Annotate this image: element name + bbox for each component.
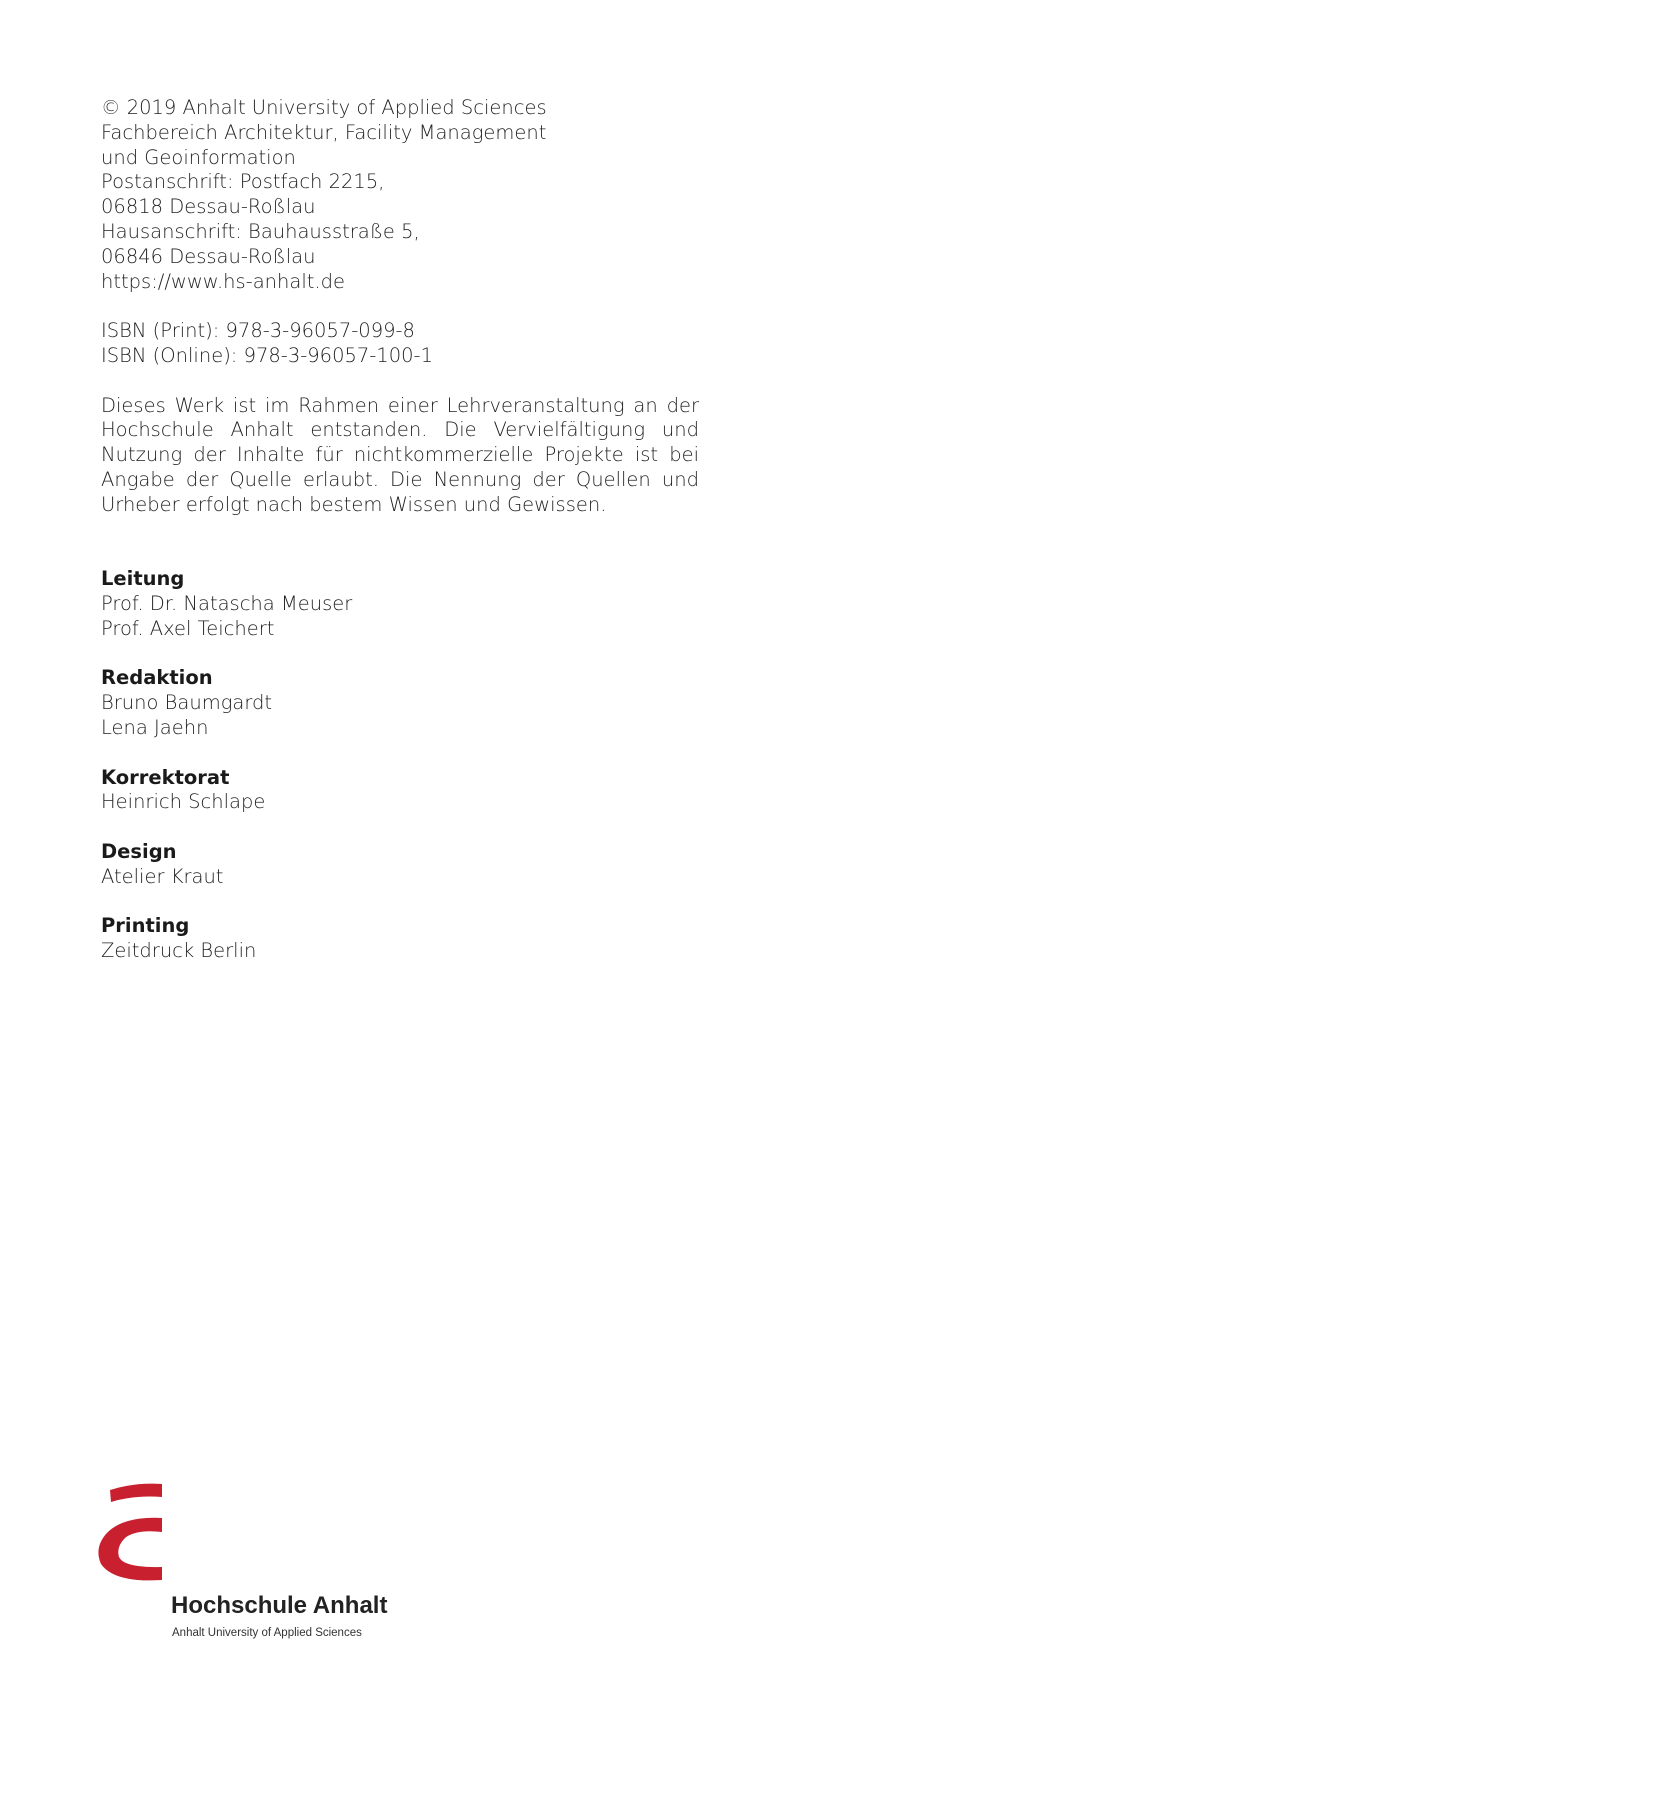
- hochschule-anhalt-logo-icon: [98, 1482, 168, 1586]
- credit-group-printing: [101, 914, 699, 964]
- logo-wordmark: Hochschule Anhalt: [171, 1592, 388, 1619]
- credit-heading: Redaktion: [101, 666, 213, 690]
- department-line-cont: und Geoinformation: [101, 145, 296, 169]
- credit-name: Prof. Dr. Natascha Meuser: [101, 591, 353, 615]
- street-city-line: 06846 Dessau-Roßlau: [101, 244, 316, 268]
- credit-group-korrektorat: [101, 766, 699, 816]
- department-line: Fachbereich Architektur, Facility Management: [101, 120, 547, 144]
- logo-tagline: Anhalt University of Applied Sciences: [172, 1627, 362, 1639]
- credit-group-leitung: [101, 567, 699, 641]
- isbn-print: ISBN (Print): 978-3-96057-099-8: [101, 319, 415, 343]
- isbn-block: [101, 319, 699, 369]
- credit-name: Bruno Baumgardt: [101, 691, 273, 715]
- credit-heading: Korrektorat: [101, 765, 230, 789]
- website-link[interactable]: https://www.hs-anhalt.de: [101, 269, 345, 293]
- street-address-line: Hausanschrift: Bauhausstraße 5,: [101, 219, 420, 243]
- credit-name: Lena Jaehn: [101, 715, 209, 739]
- imprint-block: [101, 96, 699, 964]
- credit-heading: Printing: [101, 914, 190, 938]
- credit-group-design: [101, 840, 699, 890]
- credit-heading: Design: [101, 839, 177, 863]
- credit-name: Heinrich Schlape: [101, 790, 266, 814]
- credit-heading: Leitung: [101, 567, 185, 591]
- publisher-address: [101, 96, 699, 294]
- credit-group-redaktion: [101, 666, 699, 740]
- credit-name: Zeitdruck Berlin: [101, 939, 257, 963]
- university-logo: [98, 1482, 418, 1652]
- credit-name: Prof. Axel Teichert: [101, 616, 275, 640]
- postal-address-line: Postanschrift: Postfach 2215,: [101, 170, 385, 194]
- usage-notice: Dieses Werk ist im Rahmen einer Lehrveranstaltung an der Hochschule Anhalt entstanden. Die Vervielfältigung und Nutzung der Inhalte für nichtkommerzielle Projekte ist bei Angabe der Quelle erlaubt. Die Nennung der Quellen und Urheber erfolgt nach bestem Wissen und Gewissen.: [101, 393, 699, 516]
- credit-name: Atelier Kraut: [101, 864, 224, 888]
- credits: [101, 567, 699, 964]
- isbn-online: ISBN (Online): 978-3-96057-100-1: [101, 343, 433, 367]
- postal-city-line: 06818 Dessau-Roßlau: [101, 195, 316, 219]
- copyright-line: © 2019 Anhalt University of Applied Sciences: [101, 96, 547, 119]
